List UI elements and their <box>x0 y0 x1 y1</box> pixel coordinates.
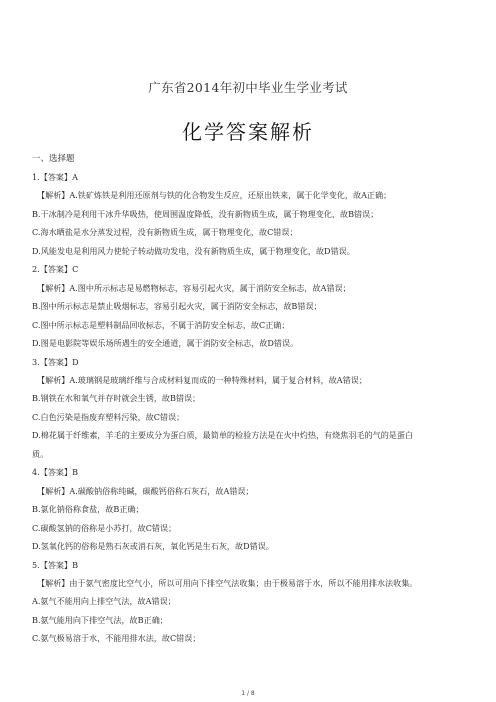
text-line: A.氨气不能用向上排空气法，故A错误； <box>32 596 176 607</box>
exam-title: 广东省2014年初中毕业生学业考试 <box>148 80 348 95</box>
answer-body <box>32 168 478 648</box>
text-line: C.图中所示标志是塑料制品回收标志，不属于消防安全标志，故C正确； <box>32 319 290 330</box>
text-line: 5.【答案】B <box>32 559 79 570</box>
text-line: D.棉花属于纤维素，羊毛的主要成分为蛋白质，最简单的检验方法是在火中灼热，有烧焦羽毛的气的是蛋白 <box>32 430 414 441</box>
text-line: B.氯化钠俗称食盐，故B正确； <box>32 504 144 515</box>
text-line: 【解析】由于氨气密度比空气小，所以可用向下排空气法收集；由于极易溶于水，所以不能用排水法收集。 <box>37 577 418 588</box>
text-line: 4.【答案】B <box>32 467 79 478</box>
document-title: 化学答案解析 <box>182 120 314 144</box>
text-line: C.白色污染是指废弃塑料污染，故C错误； <box>32 411 185 422</box>
text-line: D.风能发电是利用风力使轮子转动做功发电，没有新物质生成，属于物理变化，故D错误。 <box>32 245 355 256</box>
text-line: B.干冰制冷是利用干冰升华吸热，使周围温度降低，没有新物质生成，属于物理变化，故B错误； <box>32 208 379 219</box>
text-line: B.钢铁在水和氧气并存时就会生锈，故B错误； <box>32 393 201 404</box>
text-line: 1.【答案】A <box>32 172 78 182</box>
text-line: B.图中所示标志是禁止吸烟标志，容易引起火灾，属于消防安全标志，故B错误； <box>32 301 322 312</box>
text-line: C.氨气极易溶于水，不能用排水法，故C错误； <box>32 633 201 644</box>
text-line: B.氨气能用向下排空气法，故B正确； <box>32 614 168 625</box>
text-line: 3.【答案】D <box>32 356 79 367</box>
page-number: 1 / 8 <box>241 690 255 697</box>
text-line: 【解析】A.图中所示标志是易燃物标志，容易引起火灾，属于消防安全标志，故A错误； <box>37 282 351 293</box>
text-line: 【解析】A.玻璃钢是玻璃纤维与合成材料复而成的一种特殊材料，属于复合材料，故A错误； <box>37 374 367 385</box>
text-line: C.碳酸氢钠的俗称是小苏打，故C错误； <box>32 522 177 533</box>
section-heading: 一、选择题 <box>32 154 75 164</box>
text-line: 【解析】A.铁矿炼铁是利用还原剂与铁的化合物发生反应，还原出铁来，属于化学变化，故A正确； <box>37 190 392 201</box>
text-line: 【解析】A.碳酸钠俗称纯碱，碳酸钙俗称石灰石，故A错误； <box>37 485 254 496</box>
text-line: D.氢氧化钙的俗称是熟石灰或消石灰，氧化钙是生石灰，故D错误。 <box>32 541 274 552</box>
text-line: D.图是电影院等娱乐场所遇生的安全通道，属于消防安全标志，故D错误。 <box>32 338 299 349</box>
text-line: C.海水晒盐是水分蒸发过程，没有新物质生成，属于物理变化，故C错误； <box>32 227 298 238</box>
text-line: 质。 <box>32 448 49 459</box>
text-line: 2.【答案】C <box>32 264 79 275</box>
